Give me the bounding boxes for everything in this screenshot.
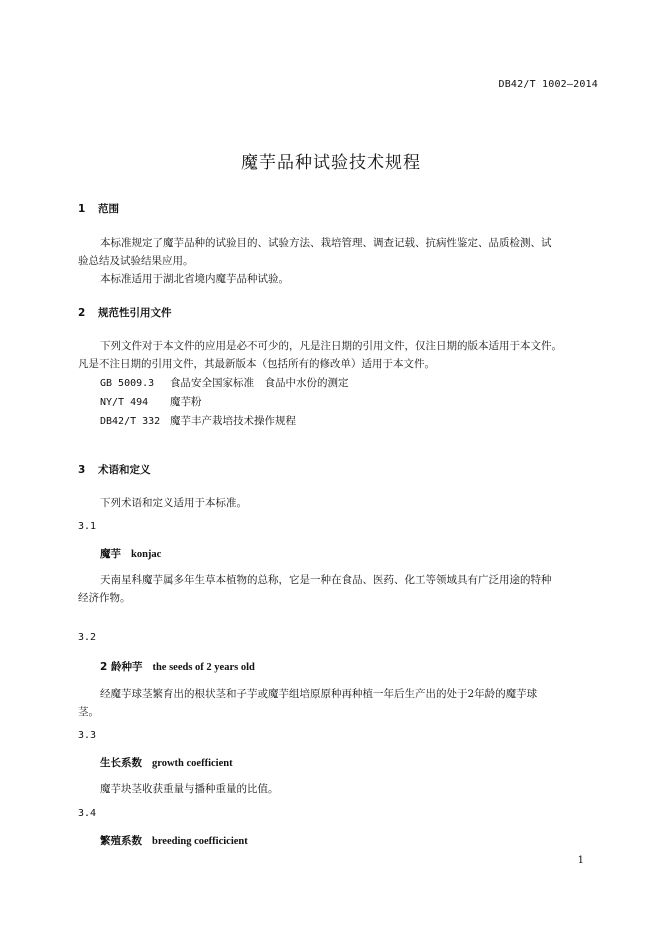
term-number: 3.4 xyxy=(78,808,97,819)
reference-item xyxy=(100,374,349,393)
reference-code: DB42/T 332 xyxy=(100,416,161,427)
reference-title: 食品安全国家标准 食品中水份的测定 xyxy=(170,377,349,389)
text-line: 本标准规定了魔芋品种的试验目的、试验方法、栽培管理、调查记载、抗病性鉴定、品质检测、试 xyxy=(100,237,552,249)
reference-item xyxy=(100,412,349,431)
section-title: 规范性引用文件 xyxy=(98,307,172,319)
term-zh: 魔芋 xyxy=(100,548,121,560)
page-title: 魔芋品种试验技术规程 xyxy=(241,153,421,173)
section-2-heading xyxy=(78,305,172,320)
reference-item xyxy=(100,393,349,412)
section-title: 范围 xyxy=(98,203,119,215)
reference-title: 魔芋粉 xyxy=(170,396,202,408)
section-1-heading xyxy=(78,201,119,216)
reference-code: NY/T 494 xyxy=(100,397,149,408)
section-number: 2 xyxy=(78,307,86,319)
text-line: 本标准适用于湖北省境内魔芋品种试验。 xyxy=(100,273,289,285)
section-number: 1 xyxy=(78,203,86,215)
term-definition xyxy=(78,685,598,721)
text-line: 经魔芋球茎繁育出的根状茎和子芋或魔芋组培原原种再种植一年后生产出的处于2年龄的魔芋球 xyxy=(100,688,538,700)
term-en: growth coefficient xyxy=(152,758,233,769)
text-line: 茎。 xyxy=(78,706,99,718)
term-number: 3.1 xyxy=(78,521,97,532)
term-number: 3.3 xyxy=(78,730,97,741)
term-heading xyxy=(100,833,248,848)
section-title: 术语和定义 xyxy=(98,464,151,476)
reference-title: 魔芋丰产栽培技术操作规程 xyxy=(170,415,296,427)
section-3-intro: 下列术语和定义适用于本标准。 xyxy=(100,497,247,509)
text-line: 凡是不注日期的引用文件，其最新版本（包括所有的修改单）适用于本文件。 xyxy=(78,358,435,370)
reference-code: GB 5009.3 xyxy=(100,378,155,389)
term-definition: 魔芋块茎收获重量与播种重量的比值。 xyxy=(100,783,279,795)
standard-code: DB42/T 1002—2014 xyxy=(498,79,598,90)
term-definition xyxy=(78,571,598,607)
term-en: the seeds of 2 years old xyxy=(152,662,255,673)
section-number: 3 xyxy=(78,464,86,476)
section-3-heading xyxy=(78,462,151,477)
term-heading xyxy=(100,546,161,561)
term-zh: 繁殖系数 xyxy=(100,835,142,847)
reference-list xyxy=(100,374,349,431)
term-heading xyxy=(100,755,233,770)
section-1-paragraph xyxy=(78,234,598,288)
term-heading xyxy=(100,659,255,674)
term-en: konjac xyxy=(131,549,162,560)
text-line: 下列文件对于本文件的应用是必不可少的，凡是注日期的引用文件，仅注日期的版本适用于本文件。 xyxy=(100,340,562,352)
term-number: 3.2 xyxy=(78,632,97,643)
text-line: 经济作物。 xyxy=(78,592,131,604)
term-en: breeding coefficicient xyxy=(152,836,248,847)
text-line: 天南星科魔芋属多年生草本植物的总称，它是一种在食品、医药、化工等领域具有广泛用途的特种 xyxy=(100,574,552,586)
term-zh: 生长系数 xyxy=(100,757,142,769)
section-2-paragraph xyxy=(78,337,598,373)
text-line: 验总结及试验结果应用。 xyxy=(78,255,194,267)
page-number: 1 xyxy=(577,855,584,866)
term-zh: 2 龄种芋 xyxy=(100,661,143,673)
